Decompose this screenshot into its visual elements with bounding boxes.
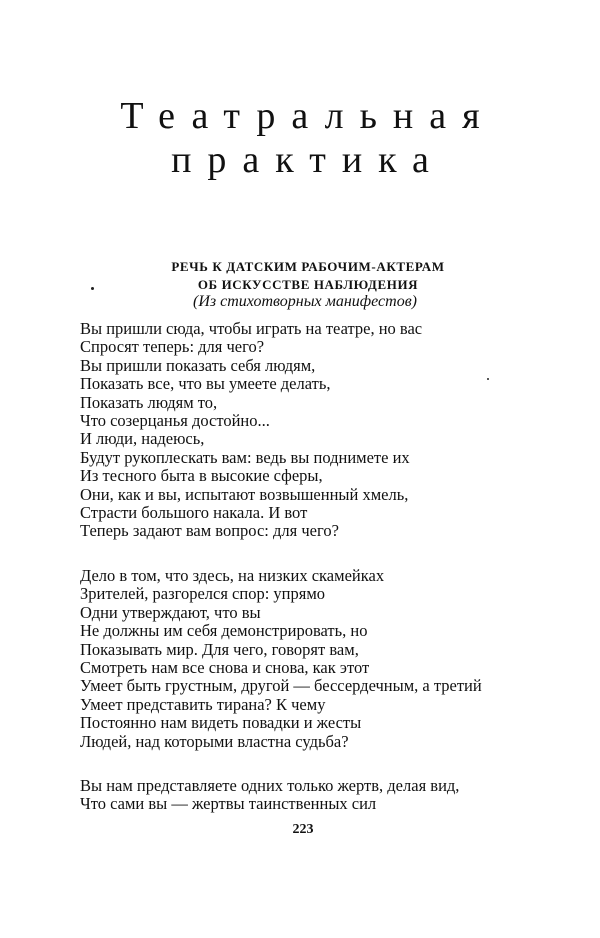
verse-line: Вы нам представляете одних только жертв, делая вид,	[80, 776, 460, 795]
page-number: 223	[292, 822, 314, 837]
verse-line: И люди, надеюсь,	[80, 429, 205, 449]
verse-line: Зрителей, разгорелся спор: упрямо	[80, 584, 326, 604]
verse-line: Будут рукоплескать вам: ведь вы поднимете их	[80, 447, 410, 467]
chapter-title-line-1: Театральная	[120, 95, 496, 137]
verse-line: Теперь задают вам вопрос: для чего?	[80, 521, 339, 541]
verse-line: Страсти большого накала. И вот	[80, 502, 308, 522]
verse-line: Вы пришли сюда, чтобы играть на театре, но вас	[80, 319, 423, 338]
verse-line: Людей, над которыми властна судьба?	[80, 731, 349, 751]
stanza-2	[80, 567, 540, 751]
verse-line: Показать людям то,	[80, 392, 218, 412]
poem-heading-line-1: РЕЧЬ К ДАТСКИМ РАБОЧИМ-АКТЕРАМ	[171, 259, 445, 274]
verse-line: Что созерцанья достойно...	[80, 410, 270, 430]
poem-heading-line-2: ОБ ИСКУССТВЕ НАБЛЮДЕНИЯ	[197, 277, 419, 292]
stanza-1	[80, 320, 540, 541]
verse-line: Постоянно нам видеть повадки и жесты	[80, 713, 362, 733]
verse-line: Умеет представить тирана? К чему	[80, 694, 326, 714]
verse-line: Что сами вы — жертвы таинственных сил	[80, 794, 377, 814]
poem-subtitle: (Из стихотворных манифестов)	[193, 293, 417, 310]
verse-line: Они, как и вы, испытают возвышенный хмель,	[80, 484, 409, 504]
print-speck	[91, 287, 94, 290]
verse-line: Умеет быть грустным, другой — бессердечным, а третий	[80, 676, 482, 696]
verse-line: Показывать мир. Для чего, говорят вам,	[80, 639, 359, 659]
verse-line: Вы пришли показать себя людям,	[80, 355, 316, 375]
verse-line: Дело в том, что здесь, на низких скамейках	[80, 566, 385, 585]
chapter-title-line-2: практика	[171, 139, 445, 181]
verse-line: Спросят теперь: для чего?	[80, 337, 265, 357]
verse-line: Показать все, что вы умеете делать,	[80, 374, 331, 394]
verse-line: Не должны им себя демонстрировать, но	[80, 621, 368, 641]
verse-line: Смотреть нам все снова и снова, как этот	[80, 657, 370, 677]
stanza-3	[80, 777, 540, 814]
verse-line: Из тесного быта в высокие сферы,	[80, 466, 323, 486]
verse-line: Одни утверждают, что вы	[80, 602, 261, 622]
